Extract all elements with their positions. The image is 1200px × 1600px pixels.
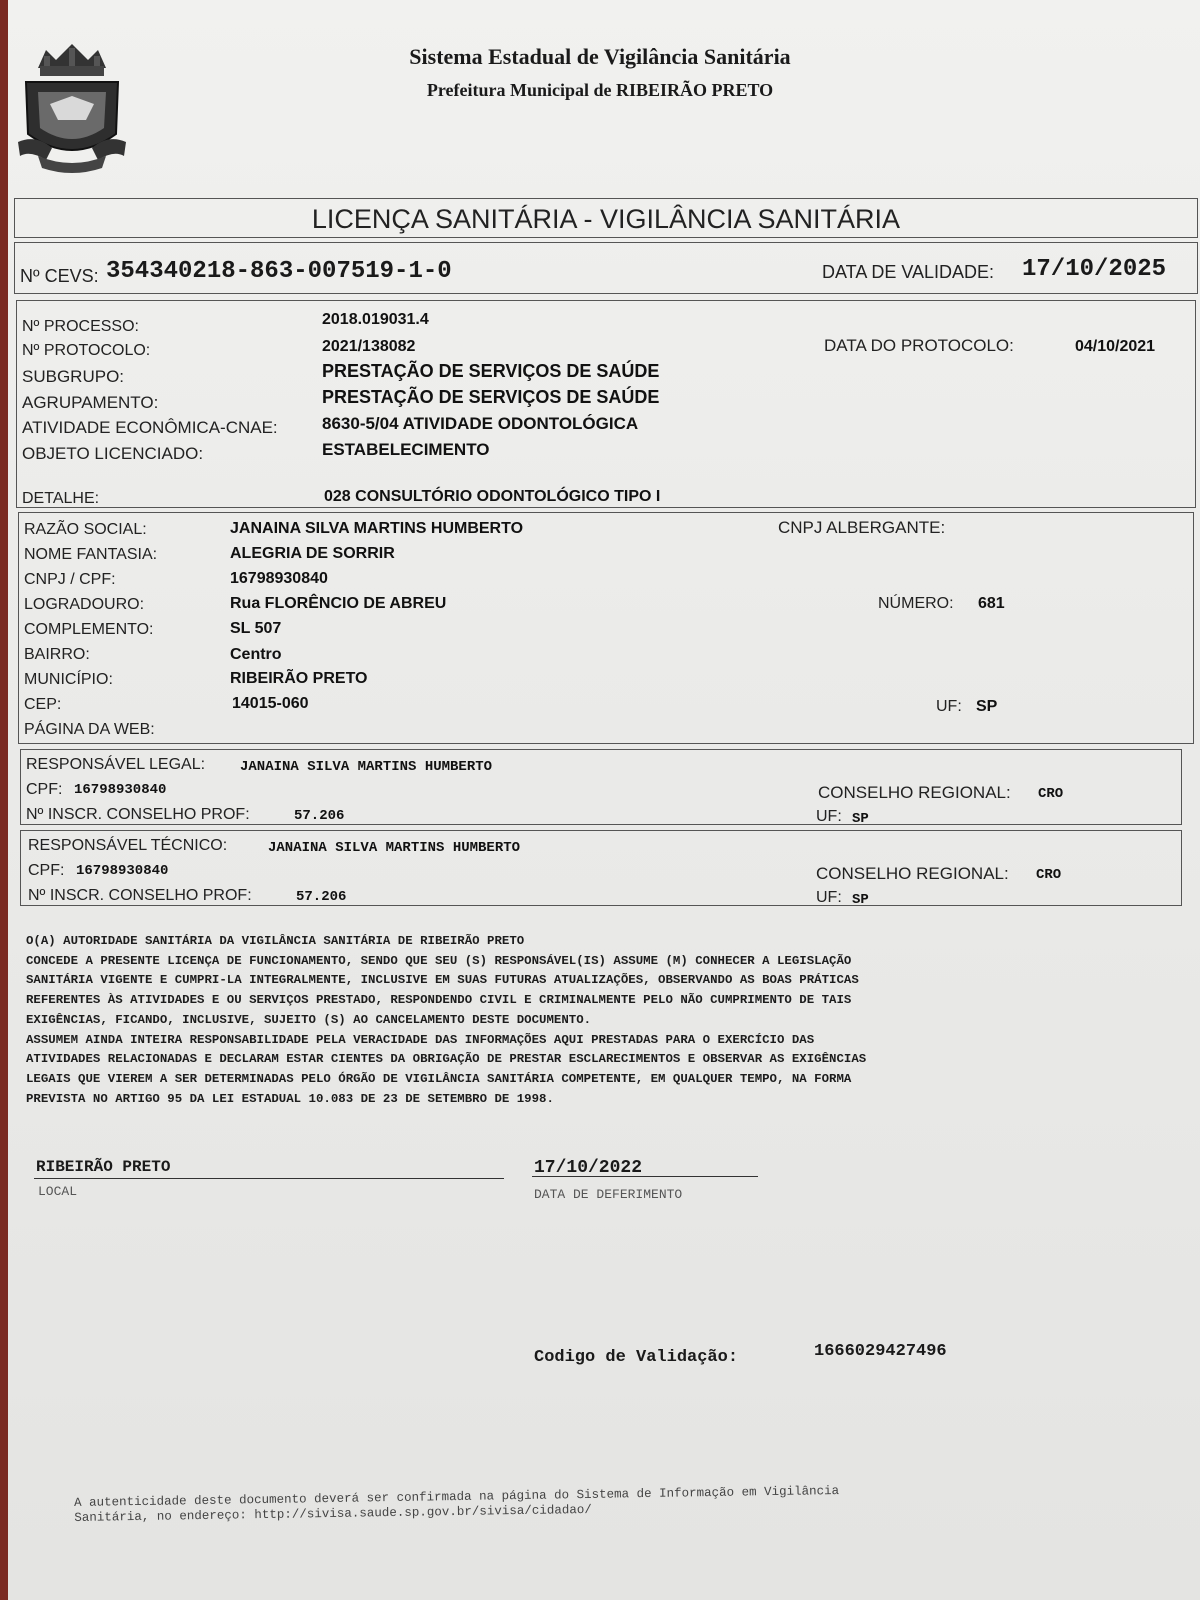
cnae-label: ATIVIDADE ECONÔMICA-CNAE: [22,418,278,437]
agrupamento-label: AGRUPAMENTO: [22,393,159,412]
legal-resp-value: JANAINA SILVA MARTINS HUMBERTO [240,759,493,775]
fantasia-label: NOME FANTASIA: [24,546,158,563]
coat-of-arms-icon [16,38,128,174]
cep-value: 14015-060 [232,695,309,712]
tech-uf-label: UF: [816,889,842,906]
tech-uf-value: SP [852,892,869,908]
local-label: LOCAL [38,1184,78,1199]
authenticity-footer: A autenticidade deste documento deverá ser confirmada na página do Sistema de Informação em Vigilância Sanitária, no endereço: http://sivisa.saude.sp.gov.br/sivisa/cidadao/ [74,1483,840,1525]
legal-cpf-label: CPF: [26,781,63,798]
tech-conselho-label: CONSELHO REGIONAL: [816,864,1009,883]
web-label: PÁGINA DA WEB: [24,721,155,738]
detalhe-value: 028 CONSULTÓRIO ODONTOLÓGICO TIPO I [324,488,661,505]
legal-conselho-value: CRO [1038,786,1064,802]
protocolo-label: Nº PROTOCOLO: [22,342,151,359]
deferimento-label: DATA DE DEFERIMENTO [534,1187,683,1202]
data-protocolo-label: DATA DO PROTOCOLO: [824,336,1014,355]
detalhe-label: DETALHE: [22,490,100,507]
municipio-value: RIBEIRÃO PRETO [230,670,368,687]
objeto-label: OBJETO LICENCIADO: [22,444,204,463]
tech-inscr-value: 57.206 [296,889,347,905]
date-line [532,1176,758,1177]
legal-cpf-value: 16798930840 [74,782,167,798]
subgrupo-label: SUBGRUPO: [22,367,125,386]
deferimento-date: 17/10/2022 [534,1158,643,1178]
processo-label: Nº PROCESSO: [22,318,139,335]
razao-label: RAZÃO SOCIAL: [24,521,147,538]
declaration-text: O(A) AUTORIDADE SANITÁRIA DA VIGILÂNCIA SANITÁRIA DE RIBEIRÃO PRETO CONCEDE A PRESENTE LICENÇA DE FUNCIONAMENTO, SENDO QUE SEU (S) RESPONSÁVEL(IS) ASSUME (M) CONHECER A LEGISLAÇÃO SANITÁRIA VIGENTE E CUMPRI-LA INTEGRALMENTE, INCLUSIVE EM SUAS FUTURAS ATUALIZAÇÕES, OBSERVANDO AS BOAS PRÁTICAS REFERENTES ÀS ATIVIDADES E OU SERVIÇOS PRESTADO, RESPONDENDO CIVIL E CRIMINALMENTE PELO NÃO CUMPRIMENTO DE TAIS EXIGÊNCIAS, FICANDO, INCLUSIVE, SUJEITO (S) AO CANCELAMENTO DESTE DOCUMENTO. ASSUMEM AINDA INTEIRA RESPONSABILIDADE PELA VERACIDADE DAS INFORMAÇÕES AQUI PRESTADAS PARA O EXERCÍCIO DAS ATIVIDADES RELACIONADAS E DECLARAM ESTAR CIENTES DA OBRIGAÇÃO DE PRESTAR ESCLARECIMENTOS E OBSERVAR AS EXIGÊNCIAS LEGAIS QUE VIEREM A SER DETERMINADAS PELO ÓRGÃO DE VIGILÂNCIA SANITÁRIA COMPETENTE, EM QUALQUER TEMPO, NA FORMA PREVISTA NO ARTIGO 95 DA LEI ESTADUAL 10.083 DE 23 DE SETEMBRO DE 1998. [26,934,867,1106]
uf-label: UF: [936,698,962,715]
validation-code: 1666029427496 [814,1342,947,1361]
logradouro-value: Rua FLORÊNCIO DE ABREU [230,595,447,612]
municipio-label: MUNICÍPIO: [24,671,113,688]
fantasia-value: ALEGRIA DE SORRIR [230,545,395,562]
protocolo-value: 2021/138082 [322,338,416,355]
uf-value: SP [976,698,998,715]
license-title: LICENÇA SANITÁRIA - VIGILÂNCIA SANITÁRIA [311,204,901,234]
tech-conselho-value: CRO [1036,867,1062,883]
local-line [34,1178,504,1179]
legal-inscr-value: 57.206 [294,808,345,824]
complemento-label: COMPLEMENTO: [24,621,154,638]
numero-label: NÚMERO: [878,595,954,612]
cnpj-label: CNPJ / CPF: [24,571,116,588]
cevs-label: Nº CEVS: [20,266,99,286]
tech-resp-value: JANAINA SILVA MARTINS HUMBERTO [268,840,521,856]
cnae-value: 8630-5/04 ATIVIDADE ODONTOLÓGICA [322,414,639,433]
complemento-value: SL 507 [230,620,282,637]
legal-uf-label: UF: [816,808,842,825]
bairro-label: BAIRRO: [24,646,90,663]
tech-resp-label: RESPONSÁVEL TÉCNICO: [28,837,228,854]
tech-inscr-label: Nº INSCR. CONSELHO PROF: [28,887,252,904]
bairro-value: Centro [230,646,282,663]
agrupamento-value: PRESTAÇÃO DE SERVIÇOS DE SAÚDE [322,387,660,407]
validity-label: DATA DE VALIDADE: [822,262,995,282]
numero-value: 681 [978,595,1005,612]
local-value: RIBEIRÃO PRETO [36,1158,171,1176]
cnpj-albergante-label: CNPJ ALBERGANTE: [778,518,946,537]
data-protocolo-value: 04/10/2021 [1075,338,1156,355]
legal-conselho-label: CONSELHO REGIONAL: [818,783,1011,802]
legal-inscr-label: Nº INSCR. CONSELHO PROF: [26,806,250,823]
validation-label: Codigo de Validação: [534,1348,739,1367]
tech-cpf-value: 16798930840 [76,863,169,879]
system-title: Sistema Estadual de Vigilância Sanitária [409,44,791,69]
company-box [18,512,1194,744]
logradouro-label: LOGRADOURO: [24,596,145,613]
prefecture-title: Prefeitura Municipal de RIBEIRÃO PRETO [426,80,774,100]
validity-date: 17/10/2025 [1022,256,1167,283]
subgrupo-value: PRESTAÇÃO DE SERVIÇOS DE SAÚDE [322,361,660,381]
cnpj-value: 16798930840 [230,570,328,587]
cep-label: CEP: [24,696,62,713]
tech-cpf-label: CPF: [28,862,65,879]
objeto-value: ESTABELECIMENTO [322,440,490,459]
legal-resp-label: RESPONSÁVEL LEGAL: [26,756,206,773]
razao-value: JANAINA SILVA MARTINS HUMBERTO [230,520,524,537]
legal-uf-value: SP [852,811,869,827]
processo-value: 2018.019031.4 [322,311,429,328]
cevs-number: 354340218-863-007519-1-0 [106,258,452,285]
